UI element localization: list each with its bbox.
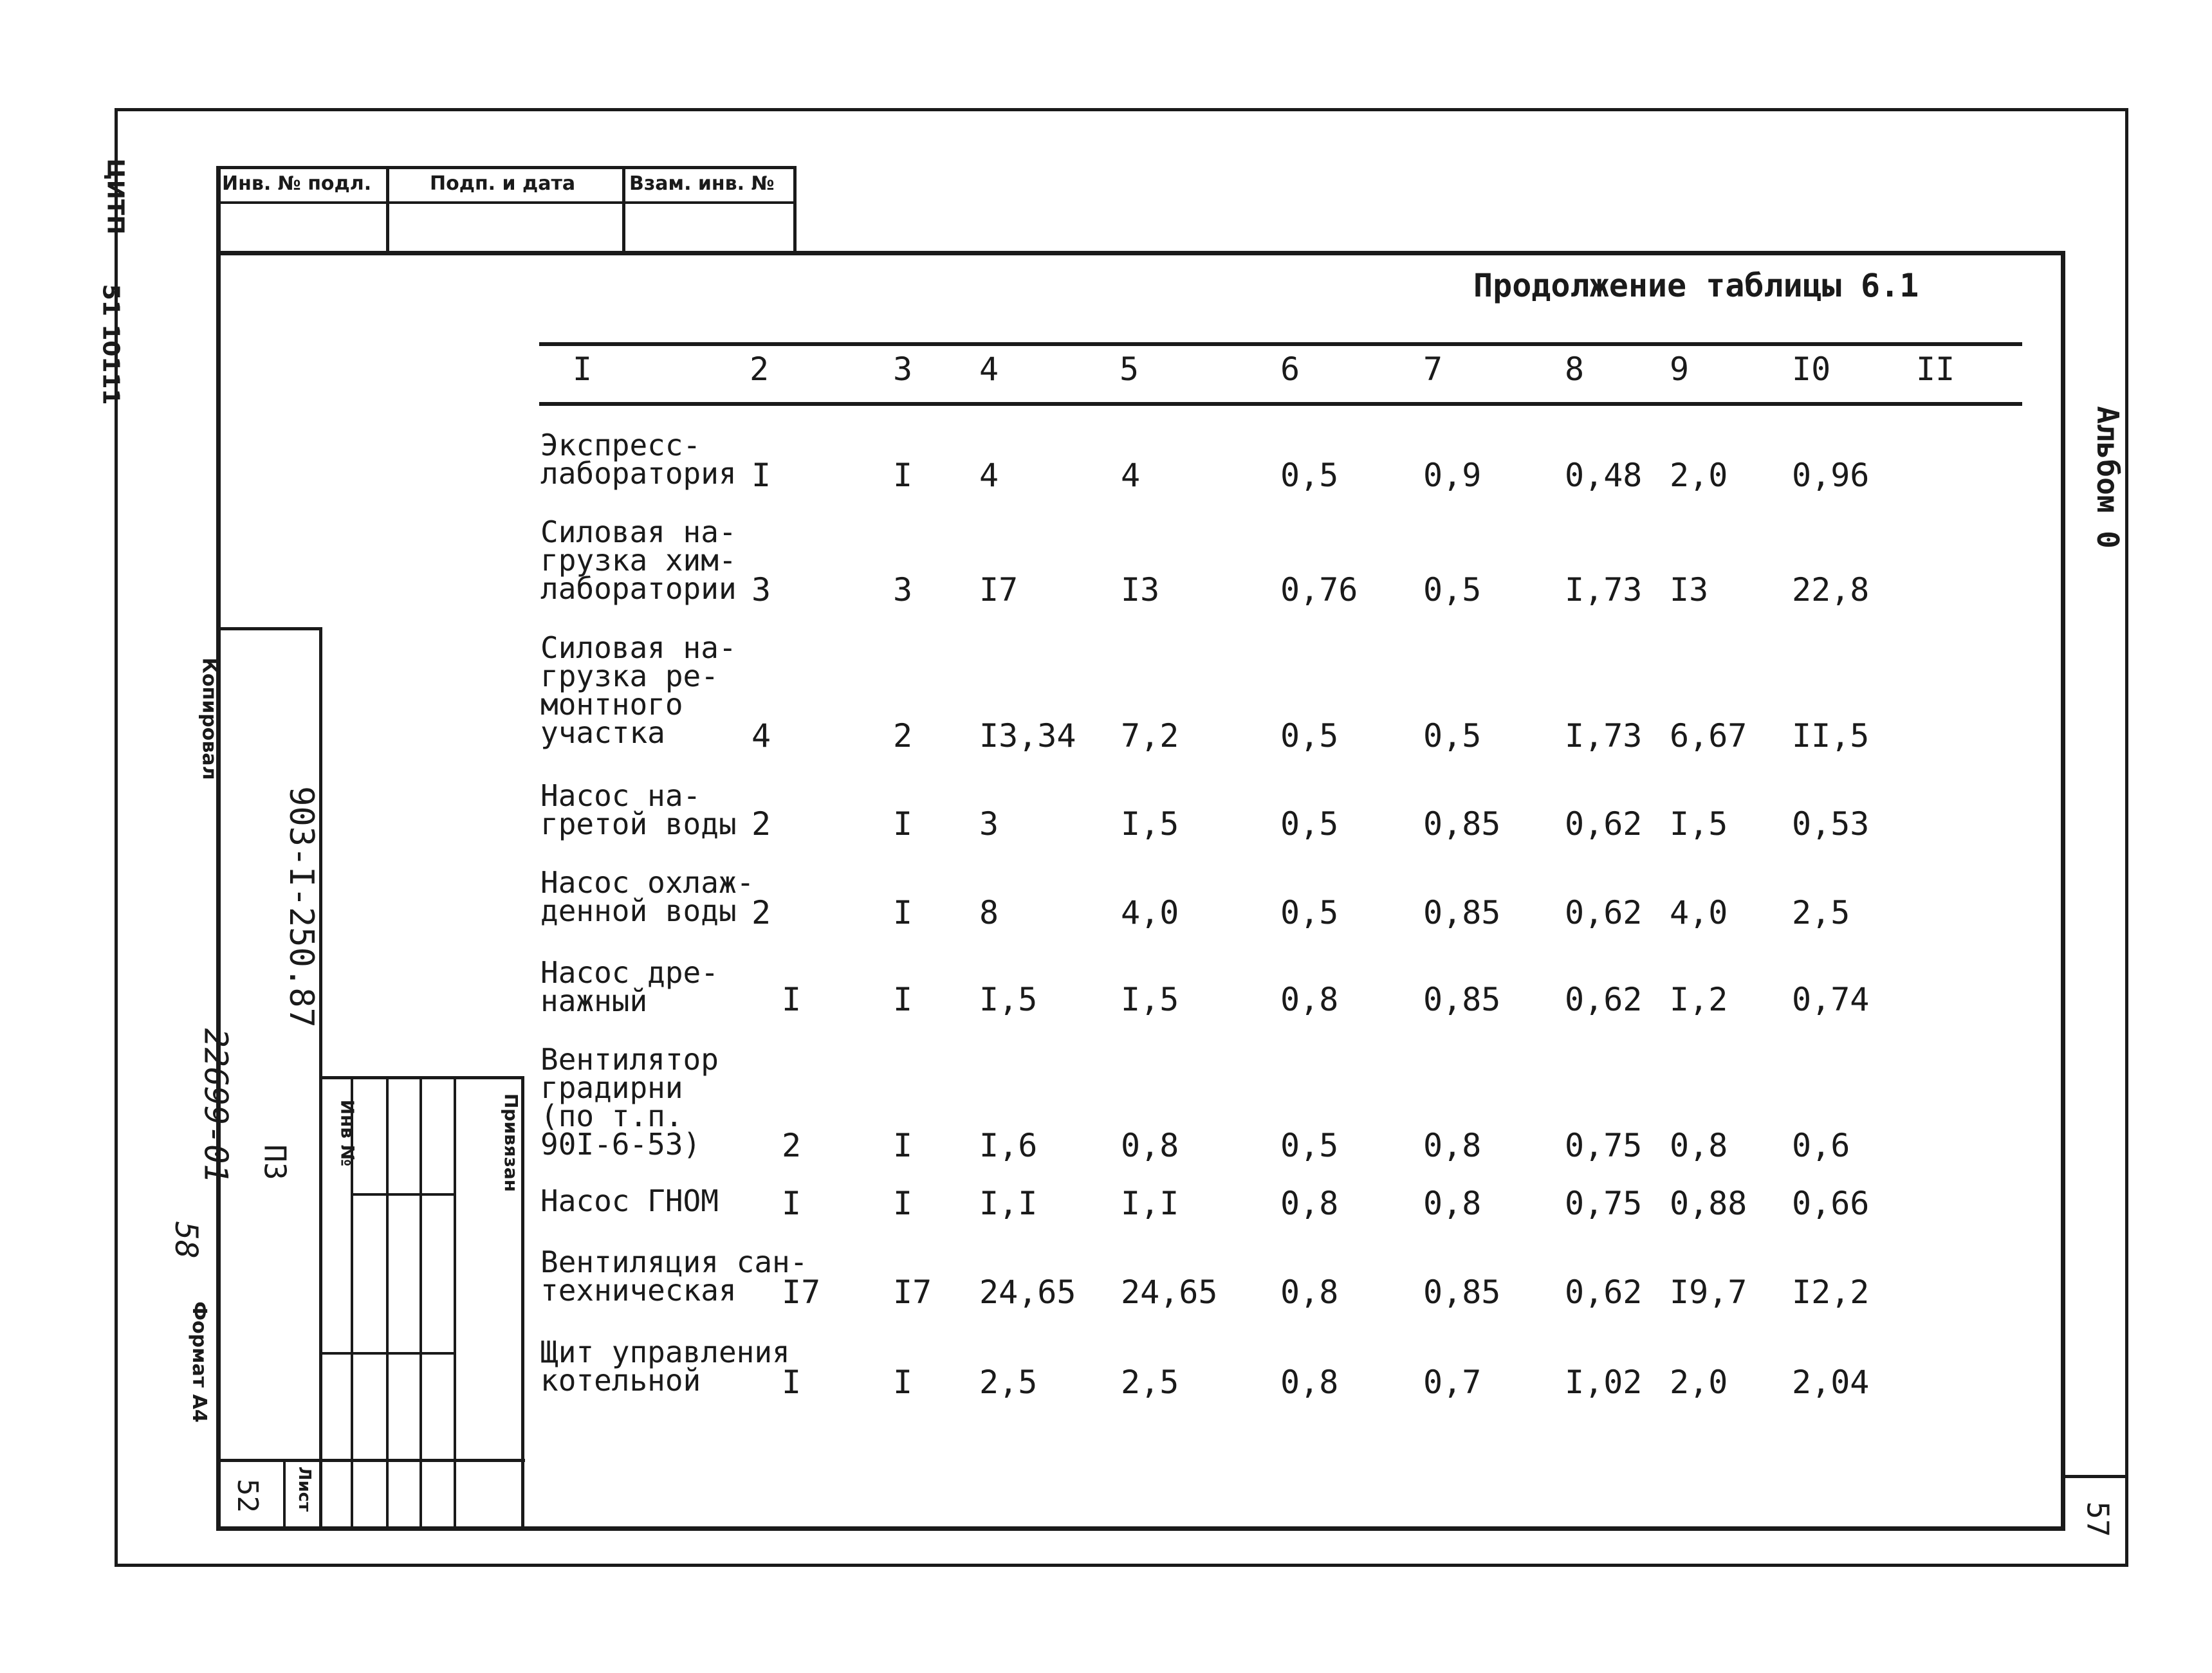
- row-name: Насос охлаж- денной воды: [540, 865, 755, 928]
- table-cell: 0,48: [1565, 457, 1643, 494]
- col-header-10: I0: [1792, 351, 1831, 388]
- table-cell: 4,0: [1670, 894, 1728, 931]
- row-name: Насос ГНОМ: [540, 1184, 719, 1218]
- table-cell: 0,8: [1280, 1364, 1339, 1401]
- table-cell: 0,76: [1280, 571, 1358, 608]
- table-cell: 8: [979, 894, 999, 931]
- privyazan-label: Привязан: [501, 1093, 522, 1193]
- doc-code: 903-I-250.87: [281, 786, 320, 1028]
- table-cell: I: [782, 1185, 802, 1222]
- table-cell: 0,9: [1423, 457, 1482, 494]
- table-cell: I2,2: [1792, 1274, 1870, 1311]
- table-cell: I: [782, 1364, 802, 1401]
- table-cell: 0,62: [1565, 805, 1643, 843]
- row-name: Силовая на- грузка ре- монтного участка: [540, 630, 737, 750]
- outer-frame-top: [115, 108, 2128, 111]
- row-name: Насос дре- нажный: [540, 955, 719, 1018]
- inner-frame-bottom: [216, 1526, 2064, 1531]
- table-cell: 24,65: [1121, 1274, 1218, 1311]
- copied-label: Копировал: [198, 657, 221, 780]
- table-cell: 2: [751, 805, 771, 843]
- section-code: ПЗ: [257, 1144, 293, 1180]
- table-cell: 0,5: [1423, 571, 1482, 608]
- header-rule-bottom: [539, 402, 2022, 406]
- outer-frame-right: [2125, 108, 2128, 1567]
- table-cell: 0,75: [1565, 1185, 1643, 1222]
- inv-number: 22699-01: [197, 1028, 235, 1184]
- table-cell: I,73: [1565, 717, 1643, 754]
- table-cell: I3,34: [979, 717, 1076, 754]
- table-cell: 4: [979, 457, 999, 494]
- table-cell: 0,8: [1423, 1185, 1482, 1222]
- col-header-4: 4: [979, 351, 999, 388]
- col-header-5: 5: [1120, 351, 1139, 388]
- format-label: Формат А4: [187, 1301, 210, 1423]
- table-cell: 4,0: [1121, 894, 1179, 931]
- col-header-9: 9: [1670, 351, 1690, 388]
- margin-code-top: ЦИТП: [102, 158, 129, 235]
- table-cell: 0,75: [1565, 1127, 1643, 1164]
- table-cell: I: [893, 1185, 913, 1222]
- table-cell: I,2: [1670, 981, 1728, 1018]
- table-cell: 2,5: [1792, 894, 1850, 931]
- table-cell: I: [893, 1127, 913, 1164]
- table-cell: I7: [782, 1274, 821, 1311]
- inner-frame-left: [216, 167, 221, 1531]
- table-cell: 0,5: [1280, 894, 1339, 931]
- table-cell: I,73: [1565, 571, 1643, 608]
- table-cell: I9,7: [1670, 1274, 1747, 1311]
- table-cell: 0,6: [1792, 1127, 1850, 1164]
- table-cell: 0,8: [1423, 1127, 1482, 1164]
- table-cell: I,I: [1121, 1185, 1179, 1222]
- stamp-header-inv: Инв. № подл.: [222, 172, 372, 195]
- table-cell: I3: [1121, 571, 1160, 608]
- margin-code-bottom: 51 10111: [97, 284, 124, 405]
- table-cell: 0,85: [1423, 894, 1501, 931]
- col-header-3: 3: [893, 351, 913, 388]
- table-cell: I,5: [1670, 805, 1728, 843]
- table-cell: 0,5: [1423, 717, 1482, 754]
- col-header-2: 2: [750, 351, 770, 388]
- table-cell: 0,5: [1280, 805, 1339, 843]
- table-cell: 24,65: [979, 1274, 1076, 1311]
- table-cell: I: [893, 457, 913, 494]
- table-cell: 0,8: [1280, 1274, 1339, 1311]
- table-cell: 0,88: [1670, 1185, 1747, 1222]
- table-cell: 2: [893, 717, 913, 754]
- row-name: Экспресс- лаборатория: [540, 428, 737, 491]
- table-cell: 4: [751, 717, 771, 754]
- row-name: Вентилятор градирни (по т.п. 90I-6-53): [540, 1042, 719, 1162]
- album-label: Альбом 0: [2090, 406, 2125, 549]
- table-cell: 6,67: [1670, 717, 1747, 754]
- table-cell: I7: [893, 1274, 932, 1311]
- table-cell: 0,8: [1280, 981, 1339, 1018]
- inner-frame-top: [217, 251, 2064, 255]
- table-cell: 0,85: [1423, 981, 1501, 1018]
- table-cell: 2,0: [1670, 457, 1728, 494]
- table-cell: 7,2: [1121, 717, 1179, 754]
- inner-frame-right: [2061, 251, 2065, 1531]
- table-cell: 2: [751, 894, 771, 931]
- outer-frame-bottom: [115, 1564, 2128, 1567]
- table-cell: 2,5: [979, 1364, 1038, 1401]
- col-header-1: I: [573, 351, 593, 388]
- table-cell: I,5: [1121, 981, 1179, 1018]
- table-cell: 0,85: [1423, 1274, 1501, 1311]
- table-cell: I,5: [979, 981, 1038, 1018]
- col-header-11: II: [1916, 351, 1955, 388]
- row-name: Вентиляция сан- техническая: [540, 1245, 808, 1308]
- row-name: Щит управления котельной: [540, 1335, 790, 1398]
- table-cell: 0,8: [1280, 1185, 1339, 1222]
- table-cell: I: [751, 457, 771, 494]
- row-name: Силовая на- грузка хим- лаборатории: [540, 515, 737, 606]
- table-cell: 0,8: [1670, 1127, 1728, 1164]
- table-cell: II,5: [1792, 717, 1870, 754]
- table-cell: I: [893, 805, 913, 843]
- table-caption: Продолжение таблицы 6.1: [1473, 267, 1919, 304]
- inv-label: Инв №: [336, 1099, 358, 1167]
- table-cell: 3: [979, 805, 999, 843]
- table-cell: 0,85: [1423, 805, 1501, 843]
- table-cell: I3: [1670, 571, 1709, 608]
- table-cell: I: [893, 894, 913, 931]
- table-cell: I,6: [979, 1127, 1038, 1164]
- stamp-header-sign: Подп. и дата: [430, 172, 576, 195]
- table-cell: 4: [1121, 457, 1141, 494]
- table-cell: 0,8: [1121, 1127, 1179, 1164]
- sheet-left: 58: [167, 1221, 204, 1259]
- table-cell: 0,5: [1280, 457, 1339, 494]
- header-rule-top: [539, 342, 2022, 346]
- table-cell: I: [893, 1364, 913, 1401]
- table-cell: 0,96: [1792, 457, 1870, 494]
- table-cell: 0,7: [1423, 1364, 1482, 1401]
- col-header-7: 7: [1423, 351, 1443, 388]
- table-cell: I7: [979, 571, 1018, 608]
- table-cell: 22,8: [1792, 571, 1870, 608]
- sheet-number: 52: [230, 1479, 264, 1513]
- table-cell: 2: [782, 1127, 802, 1164]
- table-cell: I: [893, 981, 913, 1018]
- table-cell: I,I: [979, 1185, 1038, 1222]
- sheet-label: Лист: [295, 1466, 315, 1512]
- table-cell: 3: [893, 571, 913, 608]
- table-cell: 2,04: [1792, 1364, 1870, 1401]
- row-name: Насос на- гретой воды: [540, 778, 737, 841]
- table-cell: 0,62: [1565, 894, 1643, 931]
- table-cell: 0,53: [1792, 805, 1870, 843]
- table-cell: 0,5: [1280, 717, 1339, 754]
- table-cell: 3: [751, 571, 771, 608]
- table-cell: 2,0: [1670, 1364, 1728, 1401]
- table-cell: I: [782, 981, 802, 1018]
- table-cell: I,5: [1121, 805, 1179, 843]
- col-header-8: 8: [1565, 351, 1585, 388]
- table-cell: I,02: [1565, 1364, 1643, 1401]
- table-cell: 0,66: [1792, 1185, 1870, 1222]
- col-header-6: 6: [1280, 351, 1300, 388]
- table-cell: 0,74: [1792, 981, 1870, 1018]
- table-cell: 0,62: [1565, 981, 1643, 1018]
- table-cell: 0,5: [1280, 1127, 1339, 1164]
- page-number: 57: [2080, 1501, 2115, 1537]
- table-cell: 0,62: [1565, 1274, 1643, 1311]
- table-cell: 2,5: [1121, 1364, 1179, 1401]
- stamp-header-replace: Взам. инв. №: [629, 172, 775, 195]
